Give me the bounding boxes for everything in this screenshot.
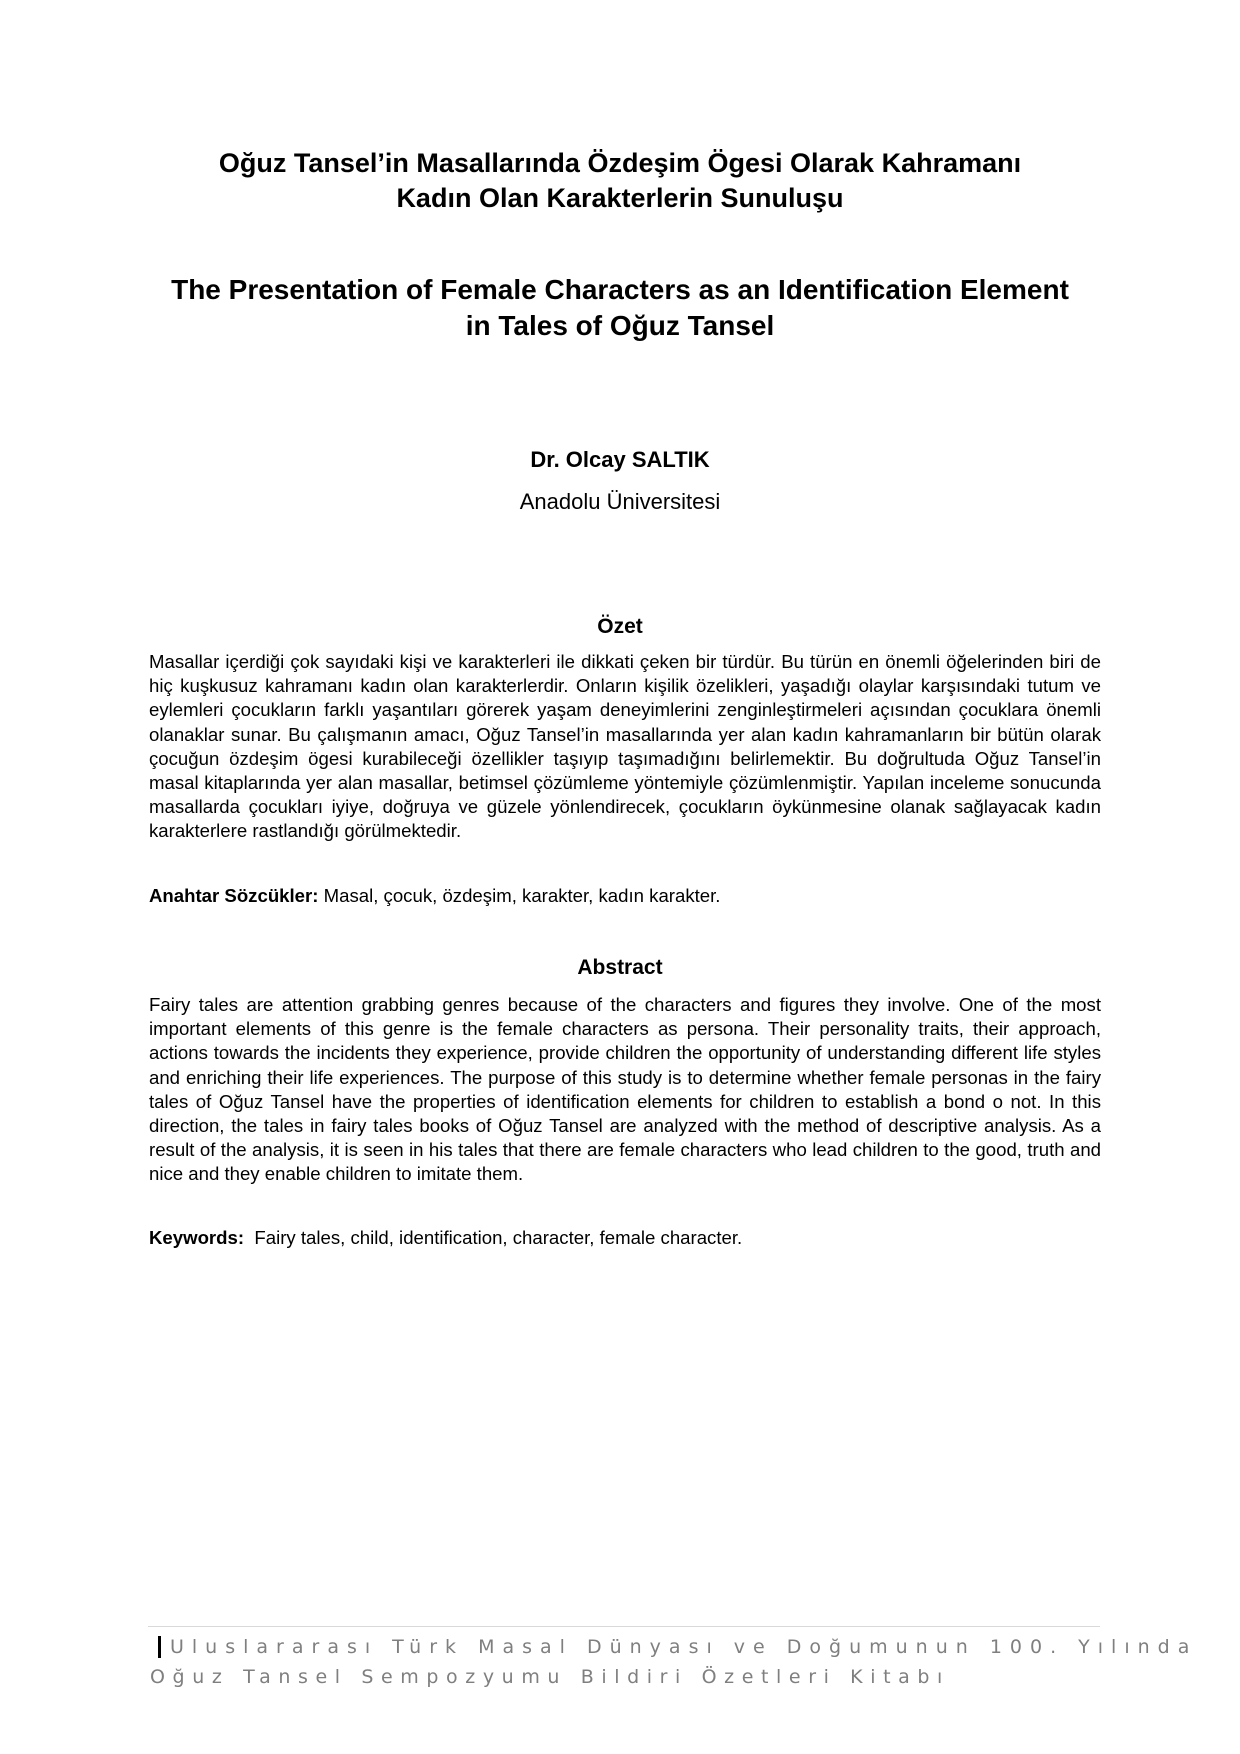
anahtar-sozcukler-line <box>149 884 1101 908</box>
title-turkish-line-2: Kadın Olan Karakterlerin Sunuluşu <box>396 183 844 213</box>
footer-divider <box>148 1626 1100 1627</box>
footer-line-1: Uluslararası Türk Masal Dünyası ve Doğumunun 100. Yılında <box>170 1636 1198 1658</box>
keywords-line <box>149 1226 1101 1250</box>
title-turkish <box>150 146 1090 216</box>
anahtar-sozcukler-values: Masal, çocuk, özdeşim, karakter, kadın karakter. <box>318 885 721 906</box>
anahtar-sozcukler-label: Anahtar Sözcükler: <box>149 885 319 906</box>
keywords-values: Fairy tales, child, identification, character, female character. <box>244 1227 743 1248</box>
title-english <box>150 272 1090 344</box>
ozet-heading: Özet <box>597 615 643 638</box>
author-affiliation: Anadolu Üniversitesi <box>519 489 721 514</box>
title-english-line-1: The Presentation of Female Characters as an Identification Element <box>171 274 1069 305</box>
abstract-heading: Abstract <box>577 956 663 979</box>
title-english-line-2: in Tales of Oğuz Tansel <box>465 310 775 341</box>
title-turkish-line-1: Oğuz Tansel’in Masallarında Özdeşim Ögesi Olarak Kahramanı <box>218 148 1022 178</box>
author-name: Dr. Olcay SALTIK <box>530 447 710 472</box>
abstract-body: Fairy tales are attention grabbing genres because of the characters and figures they involve. One of the most important elements of this genre is the female characters as persona. Their personality traits, their approach, actions towards the incidents they experience, provide children the opportunity of understanding different life styles and enriching their life experiences. The purpose of this study is to determine whether female personas in the fairy tales of Oğuz Tansel have the properties of identification elements for children to establish a bond o not. In this direction, the tales in fairy tales books of Oğuz Tansel are analyzed with the method of descriptive analysis. As a result of the analysis, it is seen in his tales that there are female characters who lead children to the good, truth and nice and they enable children to imitate them. <box>149 994 1101 1185</box>
ozet-body: Masallar içerdiği çok sayıdaki kişi ve karakterleri ile dikkati çeken bir türdür. Bu türün en önemli öğelerinden biri de hiç kuşkusuz kahramanı kadın olan karakterlerdir. Onların kişilik özelikleri, yaşadığı olaylar karşısındaki tutum ve eylemleri çocukların farklı yaşantıları görerek yaşam deneyimlerini zenginleştirmeleri açısından çocuklara önemli olanaklar sunar. Bu çalışmanın amacı, Oğuz Tansel’in masallarında yer alan kadın kahramanların bir bütün olarak çocuğun özdeşim ögesi kurabileceği özellikler taşıyıp taşımadığını belirlemektir. Bu doğrultuda Oğuz Tansel’in masal kitaplarında yer alan masallar, betimsel çözümleme yöntemiyle çözümlenmiştir. Yapılan inceleme sonucunda masallarda çocukları iyiye, doğruya ve güzele yönlendirecek, çocukların öykünmesine olanak sağlayacak kadın karakterlere rastlandığı görülmektedir. <box>149 651 1101 842</box>
footer-accent-bar <box>158 1636 161 1658</box>
footer-line-2: Oğuz Tansel Sempozyumu Bildiri Özetleri Kitabı <box>150 1666 950 1688</box>
keywords-label: Keywords: <box>149 1227 245 1248</box>
